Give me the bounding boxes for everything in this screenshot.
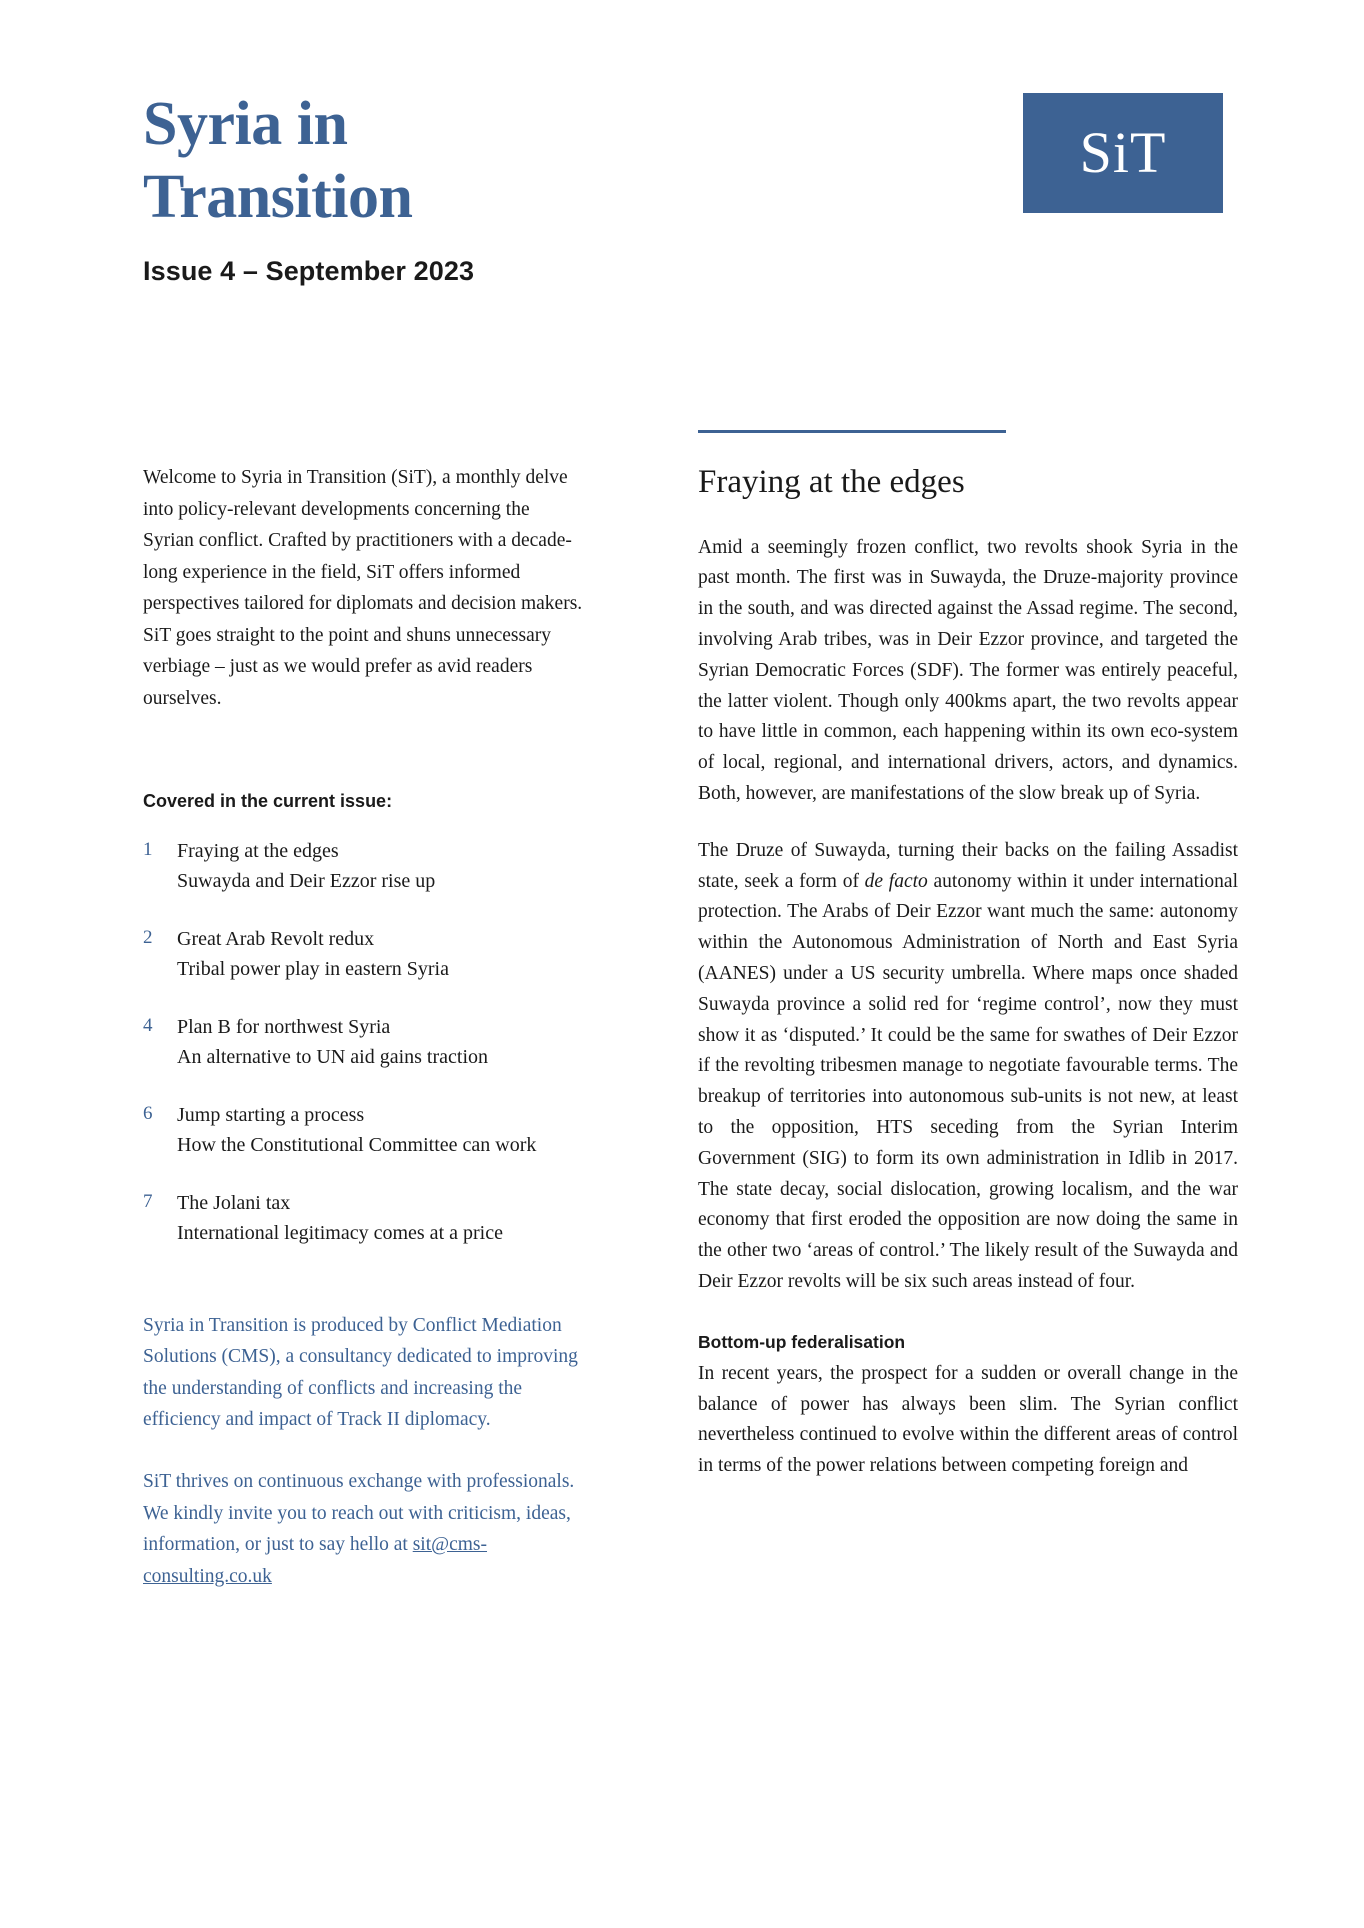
- section-subheading: Bottom-up federalisation: [698, 1331, 906, 1352]
- masthead-title-line1: Syria in: [143, 90, 348, 158]
- masthead-title-line2: Transition: [143, 163, 413, 232]
- table-of-contents: [143, 836, 583, 1248]
- contact-note: [143, 1466, 583, 1592]
- contact-email-link[interactable]: sit@cms-consulting.co.uk: [143, 1534, 488, 1587]
- toc-item-description: An alternative to UN aid gains traction: [177, 1045, 489, 1068]
- issue-label: Issue 4 – September 2023: [143, 256, 475, 287]
- toc-item-description: How the Constitutional Committee can work: [177, 1133, 537, 1156]
- list-item[interactable]: [143, 1188, 583, 1248]
- toc-page-number: 2: [143, 926, 153, 948]
- list-item[interactable]: [143, 836, 583, 896]
- paragraph-2-italic: de facto: [864, 870, 928, 892]
- article-paragraph-2: [698, 836, 1238, 1298]
- toc-page-number: 7: [143, 1190, 153, 1212]
- producer-note: Syria in Transition is produced by Conflict Mediation Solutions (CMS), a consultancy dedicated to improving the understanding of conflicts and increasing the efficiency and impact of Track II diplomacy.: [143, 1314, 578, 1431]
- toc-item-title: The Jolani tax: [177, 1191, 291, 1214]
- title-rule: [698, 430, 1006, 433]
- paragraph-2-part2: autonomy within it under international protection. The Arabs of Deir Ezzor want much the same: autonomy within the Autonomous Administration of North and East Syria (AANES) under a US security umbrella. Where maps once shaded Suwayda province a solid red for ‘regime control’, now they must show it as ‘disputed.’ It could be the same for swathes of Deir Ezzor if the revolting tribesmen manage to negotiate favourable terms. The breakup of territories into autonomous sub-units is not new, at least to the opposition, HTS seceding from the Syrian Interim Government (SIG) to form its own administration in Idlib in 2017. The state decay, social dislocation, growing localism, and the war economy that first eroded the opposition are now doing the same in the other two ‘areas of control.’ The likely result of the Suwayda and Deir Ezzor revolts will be six such areas instead of four.: [698, 870, 1239, 1292]
- toc-item-description: Suwayda and Deir Ezzor rise up: [177, 869, 436, 892]
- toc-item-title: Great Arab Revolt redux: [177, 927, 375, 950]
- paragraph-2-part1: The Druze of Suwayda, turning their backs on the failing Assadist state, seek a form of: [698, 839, 1238, 892]
- covered-in-issue-label: Covered in the current issue:: [143, 790, 393, 811]
- toc-page-number: 1: [143, 838, 153, 860]
- toc-item-description: Tribal power play in eastern Syria: [177, 957, 449, 980]
- list-item[interactable]: [143, 1012, 583, 1072]
- right-column: [698, 430, 1238, 1482]
- article-paragraph-3: In recent years, the prospect for a sudden or overall change in the balance of power has always been slim. The Syrian conflict nevertheless continued to evolve within the different areas of control in terms of the power relations between competing foreign and: [698, 1362, 1238, 1477]
- article-title: Fraying at the edges: [698, 464, 965, 500]
- toc-item-title: Plan B for northwest Syria: [177, 1015, 391, 1038]
- list-item[interactable]: [143, 1100, 583, 1160]
- list-item[interactable]: [143, 924, 583, 984]
- toc-page-number: 6: [143, 1102, 153, 1124]
- toc-item-title: Fraying at the edges: [177, 839, 339, 862]
- contact-note-text: SiT thrives on continuous exchange with professionals. We kindly invite you to reach out with criticism, ideas, information, or just to say hello at: [143, 1470, 575, 1556]
- intro-paragraph: Welcome to Syria in Transition (SiT), a monthly delve into policy-relevant developments concerning the Syrian conflict. Crafted by practitioners with a decade-long experience in the field, SiT offers informed perspectives tailored for diplomats and decision makers. SiT goes straight to the point and shuns unnecessary verbiage – just as we would prefer as avid readers ourselves.: [143, 467, 583, 710]
- page-title: [143, 88, 663, 234]
- masthead: [143, 88, 1223, 287]
- toc-page-number: 4: [143, 1014, 153, 1036]
- sit-logo: [1023, 93, 1223, 213]
- toc-item-description: International legitimacy comes at a price: [177, 1221, 503, 1244]
- sit-logo-text: SiT: [1079, 120, 1167, 185]
- left-column: [143, 462, 583, 1592]
- toc-item-title: Jump starting a process: [177, 1103, 365, 1126]
- article-paragraph-1: Amid a seemingly frozen conflict, two revolts shook Syria in the past month. The first was in Suwayda, the Druze-majority province in the south, and was directed against the Assad regime. The second, involving Arab tribes, was in Deir Ezzor province, and targeted the Syrian Democratic Forces (SDF). The former was entirely peaceful, the latter violent. Though only 400kms apart, the two revolts appear to have little in common, each happening within its own eco-system of local, regional, and international drivers, actors, and dynamics. Both, however, are manifestations of the slow break up of Syria.: [698, 536, 1238, 804]
